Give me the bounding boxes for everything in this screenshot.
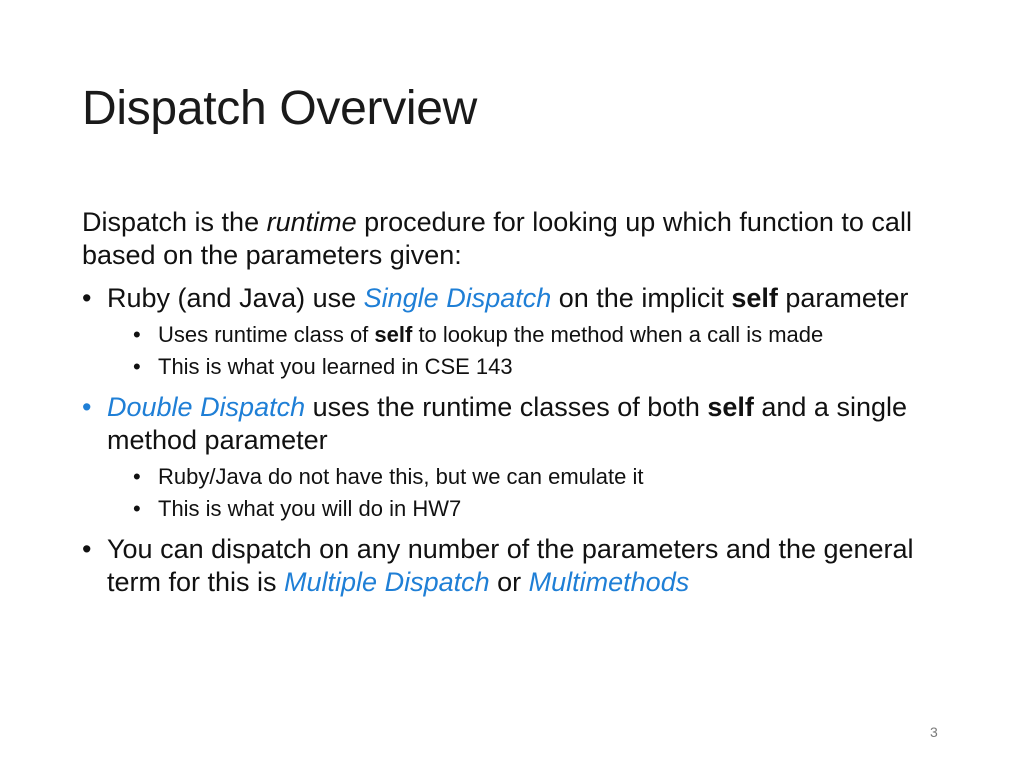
slide-title: Dispatch Overview <box>82 82 478 135</box>
intro-emphasis: runtime <box>266 207 357 237</box>
sub-bullet <box>82 461 962 493</box>
intro-paragraph <box>82 206 962 272</box>
bullet-group-single-dispatch <box>82 282 962 383</box>
keyword-self: self <box>374 322 413 347</box>
sub-bullet-icon: • <box>133 354 141 379</box>
bullet-multiple-dispatch <box>82 533 962 599</box>
bullet-text: You can dispatch on any number of the parameters and the general term for this is <box>107 534 914 597</box>
sub-bullet-icon: • <box>133 322 141 347</box>
intro-text-rest: procedure for looking up which function to call based on the parameters given: <box>82 207 912 270</box>
bullet-text: and a single method parameter <box>107 392 907 455</box>
sub-bullet-text: to lookup the method when a call is made <box>412 322 824 347</box>
bullet-icon: • <box>82 534 92 564</box>
sub-bullet-text: This is what you learned in CSE 143 <box>158 354 513 379</box>
bullet-group-multiple-dispatch <box>82 533 962 599</box>
slide-body <box>82 206 962 607</box>
sub-bullet-text: This is what you will do in HW7 <box>158 496 462 521</box>
page-number: 3 <box>930 724 938 740</box>
sub-bullet-icon: • <box>133 496 141 521</box>
bullet-text: uses the runtime classes of both <box>305 392 708 422</box>
bullet-text: parameter <box>777 283 909 313</box>
term-multimethods: Multimethods <box>528 567 690 597</box>
bullet-text: or <box>489 567 529 597</box>
bullet-text: Ruby (and Java) use <box>107 283 364 313</box>
term-multiple-dispatch: Multiple Dispatch <box>284 567 490 597</box>
bullet-group-double-dispatch <box>82 391 962 525</box>
sub-bullet <box>82 351 962 383</box>
keyword-self: self <box>707 392 754 422</box>
sub-bullet <box>82 319 962 351</box>
sub-bullet <box>82 493 962 525</box>
keyword-self: self <box>731 283 778 313</box>
sub-bullet-text: Ruby/Java do not have this, but we can emulate it <box>158 464 644 489</box>
term-single-dispatch: Single Dispatch <box>363 283 552 313</box>
term-double-dispatch: Double Dispatch <box>107 392 306 422</box>
bullet-single-dispatch <box>82 282 962 315</box>
sub-bullet-text: Uses runtime class of <box>158 322 375 347</box>
bullet-text: on the implicit <box>551 283 732 313</box>
bullet-icon: • <box>82 392 92 422</box>
bullet-double-dispatch <box>82 391 962 457</box>
bullet-icon: • <box>82 283 92 313</box>
sub-bullet-icon: • <box>133 464 141 489</box>
intro-text: Dispatch is the <box>82 207 267 237</box>
